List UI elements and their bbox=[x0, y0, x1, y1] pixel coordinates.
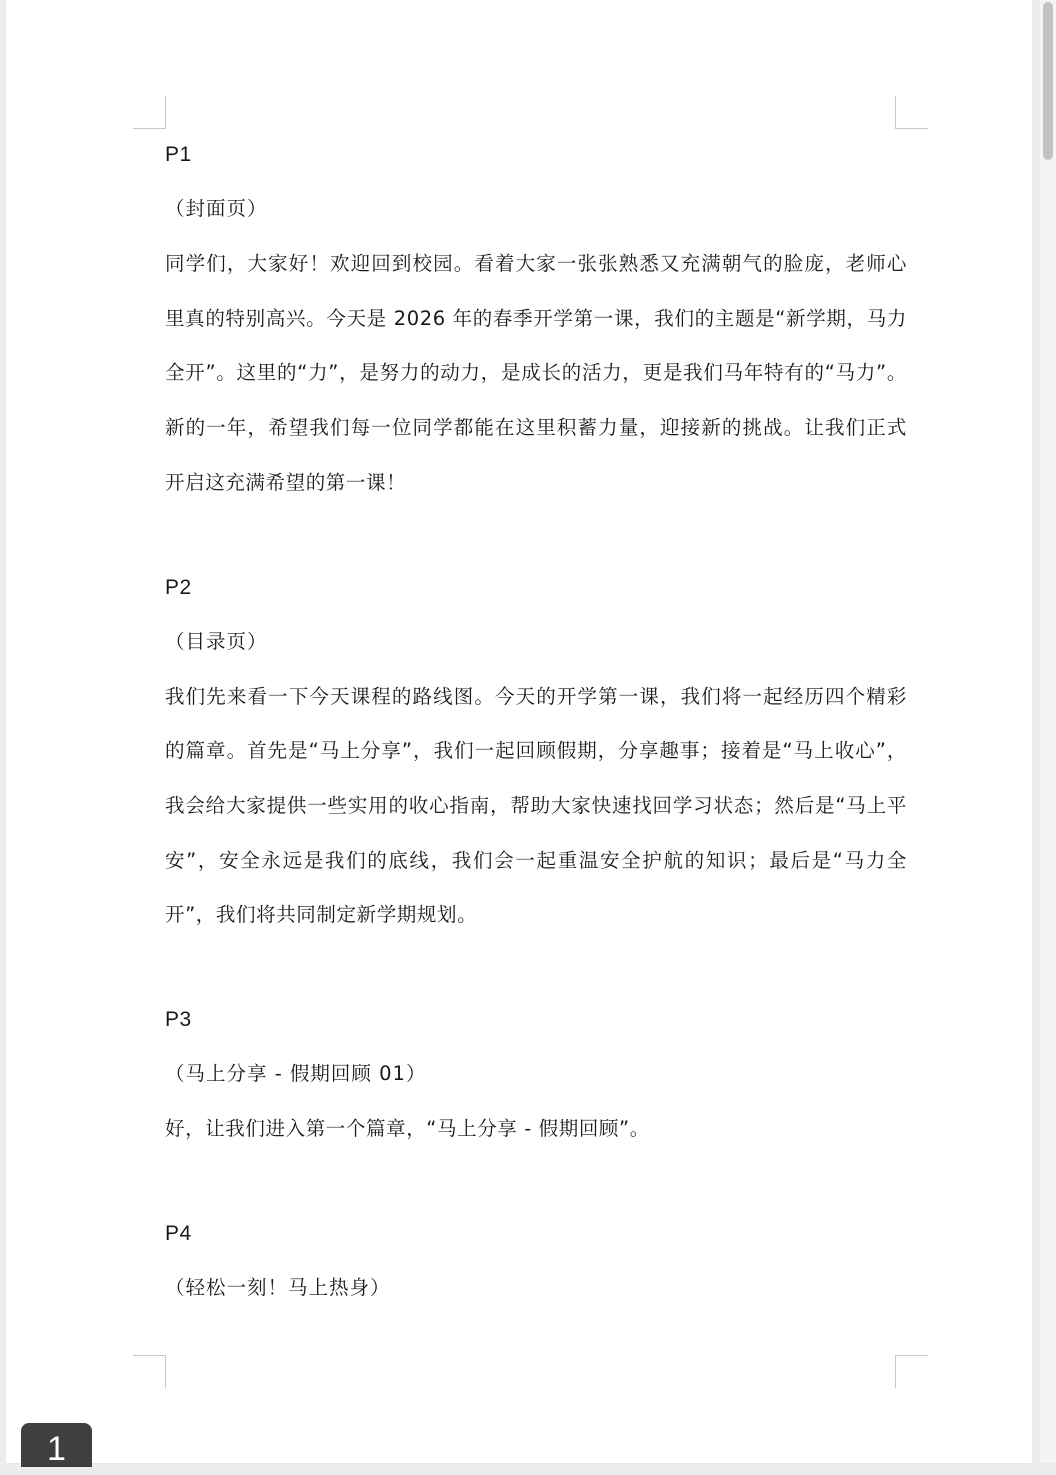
section-heading: P1 bbox=[165, 143, 192, 166]
section-note: （马上分享 - 假期回顾 01） bbox=[165, 1062, 427, 1086]
section-p3 bbox=[165, 1003, 907, 1157]
section-paragraph: 好，让我们进入第一个篇章，“马上分享 - 假期回顾”。 bbox=[165, 1117, 650, 1141]
section-paragraph: 我们先来看一下今天课程的路线图。今天的开学第一课，我们将一起经历四个精彩的篇章。首先是“马上分享”，我们一起回顾假期，分享趣事；接着是“马上收心”，我会给大家提供一些实用的收心指南，帮助大家快速找回学习状态；然后是“马上平安”，安全永远是我们的底线，我们会一起重温安全护航的知识；最后是“马力全开”，我们将共同制定新学期规划。 bbox=[165, 684, 907, 927]
scrollbar-thumb[interactable] bbox=[1043, 2, 1053, 160]
section-note: （封面页） bbox=[165, 197, 268, 220]
section-p4 bbox=[165, 1217, 907, 1305]
section-p2 bbox=[165, 571, 907, 944]
crop-mark-bottom-left bbox=[133, 1355, 166, 1388]
crop-mark-bottom-right bbox=[895, 1355, 928, 1388]
section-note: （轻松一刻！马上热身） bbox=[165, 1275, 391, 1299]
section-paragraph: 同学们，大家好！欢迎回到校园。看着大家一张张熟悉又充满朝气的脸庞，老师心里真的特别高兴。今天是 2026 年的春季开学第一课，我们的主题是“新学期，马力全开”。这里的“力”，是努力的动力，是成长的活力，更是我们马年特有的“马力”。新的一年，希望我们每一位同学都能在这里积蓄力量，迎接新的挑战。让我们正式开启这充满希望的第一课！ bbox=[165, 252, 907, 494]
section-heading: P3 bbox=[165, 1008, 192, 1032]
section-note: （目录页） bbox=[165, 629, 268, 653]
crop-mark-top-left bbox=[133, 96, 166, 129]
vertical-scrollbar[interactable] bbox=[1040, 0, 1056, 1463]
section-p1 bbox=[165, 138, 907, 511]
page-content bbox=[165, 138, 907, 1305]
section-heading: P2 bbox=[165, 575, 192, 599]
document-page bbox=[6, 0, 1032, 1463]
page-number-badge: 1 bbox=[21, 1423, 92, 1467]
crop-mark-top-right bbox=[895, 96, 928, 129]
section-heading: P4 bbox=[165, 1221, 192, 1245]
